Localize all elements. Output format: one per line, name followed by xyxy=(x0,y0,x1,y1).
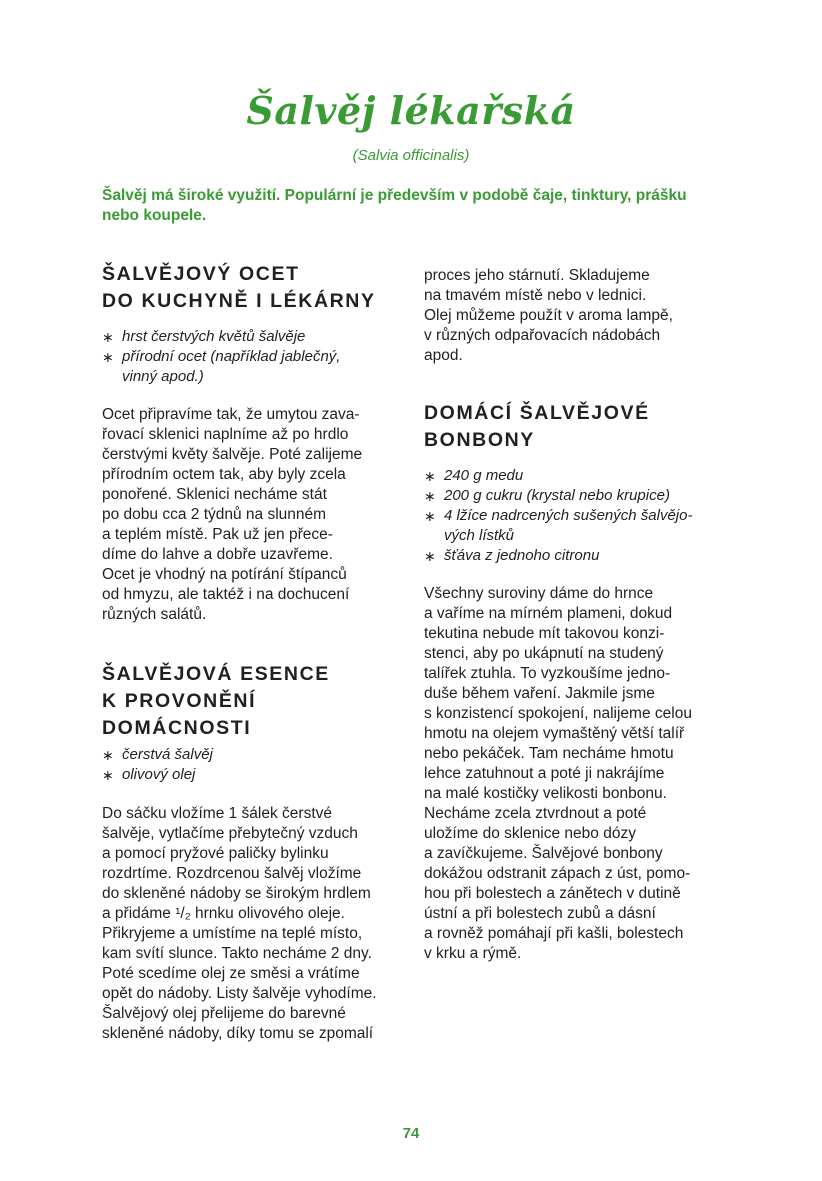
paragraph-line: a přidáme ¹/₂ hrnku olivového oleje. xyxy=(102,905,345,922)
ingredient-text: 4 lžíce nadrcených sušených šalvějo- xyxy=(444,507,693,524)
bullet-asterisk-icon: ∗ xyxy=(424,468,436,484)
paragraph-line: Poté scedíme olej ze směsi a vrátíme xyxy=(102,965,360,982)
ingredient-text: hrst čerstvých květů šalvěje xyxy=(122,328,306,345)
page-number: 74 xyxy=(402,1125,420,1142)
ingredient-text: přírodní ocet (například jablečný, xyxy=(122,348,341,365)
paragraph-line: na malé kostičky velikosti bonbonu. xyxy=(424,785,667,802)
paragraph-line: dokážou odstranit zápach z úst, pomo- xyxy=(424,865,691,882)
ingredient-item xyxy=(102,347,340,387)
ingredient-text: vinný apod.) xyxy=(122,368,204,385)
ingredient-text: šťáva z jednoho citronu xyxy=(444,547,600,564)
paragraph-line: a rovněž pomáhají při kašli, bolestech xyxy=(424,925,684,942)
paragraph-essence-continued xyxy=(424,266,673,366)
paragraph-line: Ocet připravíme tak, že umytou zava- xyxy=(102,406,360,423)
section-heading-vinegar xyxy=(102,261,376,315)
paragraph-line: apod. xyxy=(424,347,463,364)
ingredient-text: čerstvá šalvěj xyxy=(122,746,213,763)
heading-line: K PROVONĚNÍ xyxy=(102,690,257,712)
intro-line: nebo koupele. xyxy=(102,207,207,224)
ingredient-text: olivový olej xyxy=(122,766,196,783)
intro-line: Šalvěj má široké využití. Populární je především v podobě čaje, tinktury, prášku xyxy=(102,187,687,204)
paragraph-line: kam svítí slunce. Takto necháme 2 dny. xyxy=(102,945,372,962)
heading-line: DOMÁCÍ ŠALVĚJOVÉ xyxy=(424,402,650,424)
paragraph-line: Olej můžeme použít v aroma lampě, xyxy=(424,307,673,324)
paragraph-line: uložíme do sklenice nebo dózy xyxy=(424,825,636,842)
section-heading-essence xyxy=(102,661,330,742)
bullet-asterisk-icon: ∗ xyxy=(424,548,436,564)
paragraph-vinegar xyxy=(102,405,362,625)
paragraph-line: přírodním octem tak, aby byly zcela xyxy=(102,466,346,483)
heading-line: DO KUCHYNĚ I LÉKÁRNY xyxy=(102,290,376,312)
paragraph-line: proces jeho stárnutí. Skladujeme xyxy=(424,267,650,284)
ingredient-item xyxy=(424,486,692,506)
bullet-asterisk-icon: ∗ xyxy=(102,349,114,365)
heading-line: BONBONY xyxy=(424,429,535,451)
paragraph-line: duše během vaření. Jakmile jsme xyxy=(424,685,655,702)
paragraph-line: v krku a rýmě. xyxy=(424,945,522,962)
ingredient-item xyxy=(102,327,340,347)
paragraph-line: a pomocí pryžové paličky bylinku xyxy=(102,845,329,862)
paragraph-line: Všechny suroviny dáme do hrnce xyxy=(424,585,654,602)
ingredient-item xyxy=(424,546,692,566)
paragraph-line: Necháme zcela ztvrdnout a poté xyxy=(424,805,647,822)
ingredient-list-candies xyxy=(424,466,692,566)
paragraph-line: skleněné nádoby, díky tomu se zpomalí xyxy=(102,1025,374,1042)
page-title: Šalvěj lékařská xyxy=(246,88,576,133)
latin-name: (Salvia officinalis) xyxy=(352,147,470,164)
paragraph-line: v různých odpařovacích nádobách xyxy=(424,327,661,344)
heading-line: ŠALVĚJOVÝ OCET xyxy=(102,263,300,285)
paragraph-line: do skleněné nádoby se širokým hrdlem xyxy=(102,885,371,902)
bullet-asterisk-icon: ∗ xyxy=(102,767,114,783)
ingredient-item xyxy=(102,745,213,765)
paragraph-line: a vaříme na mírném plameni, dokud xyxy=(424,605,673,622)
paragraph-line: rozdrtíme. Rozdrcenou šalvěj vložíme xyxy=(102,865,362,882)
bullet-asterisk-icon: ∗ xyxy=(102,329,114,345)
paragraph-line: po dobu cca 2 týdnů na slunném xyxy=(102,506,327,523)
paragraph-line: hou při bolestech a zánětech v dutině xyxy=(424,885,681,902)
paragraph-line: od hmyzu, ale taktéž i na dochucení xyxy=(102,586,350,603)
paragraph-line: a zavíčkujeme. Šalvějové bonbony xyxy=(424,845,663,862)
paragraph-line: šalvěje, vytlačíme přebytečný vzduch xyxy=(102,825,358,842)
ingredient-item xyxy=(424,466,692,486)
paragraph-line: a teplém místě. Pak už jen přece- xyxy=(102,526,333,543)
paragraph-line: díme do lahve a dobře uzavřeme. xyxy=(102,546,333,563)
paragraph-line: Do sáčku vložíme 1 šálek čerstvé xyxy=(102,805,333,822)
paragraph-line: Šalvějový olej přelijeme do barevné xyxy=(102,1005,346,1022)
section-heading-candies xyxy=(424,400,650,454)
bullet-asterisk-icon: ∗ xyxy=(424,488,436,504)
paragraph-line: řovací sklenici naplníme až po hrdlo xyxy=(102,426,349,443)
paragraph-line: lehce zatuhnout a poté ji nakrájíme xyxy=(424,765,665,782)
paragraph-line: tekutina nebude mít takovou konzi- xyxy=(424,625,665,642)
paragraph-line: stenci, aby po ukápnutí na studený xyxy=(424,645,664,662)
intro-text xyxy=(102,186,742,226)
ingredient-list-vinegar xyxy=(102,327,340,387)
ingredient-text: 240 g medu xyxy=(444,467,524,484)
ingredient-item xyxy=(102,765,213,785)
ingredient-item xyxy=(424,506,692,546)
paragraph-line: Ocet je vhodný na potírání štípanců xyxy=(102,566,347,583)
ingredient-text: vých lístků xyxy=(444,527,515,544)
ingredient-text: 200 g cukru (krystal nebo krupice) xyxy=(444,487,670,504)
paragraph-essence xyxy=(102,804,377,1044)
paragraph-line: Přikryjeme a umístíme na teplé místo, xyxy=(102,925,363,942)
paragraph-line: čerstvými květy šalvěje. Poté zalijeme xyxy=(102,446,363,463)
heading-line: DOMÁCNOSTI xyxy=(102,717,252,739)
paragraph-line: talířek ztuhla. To vyzkoušíme jedno- xyxy=(424,665,671,682)
paragraph-line: ústní a při bolestech zubů a dásní xyxy=(424,905,656,922)
heading-line: ŠALVĚJOVÁ ESENCE xyxy=(102,663,330,685)
paragraph-line: hmotu na olejem vymaštěný větší talíř xyxy=(424,725,685,742)
paragraph-line: s konzistencí spokojení, nalijeme celou xyxy=(424,705,692,722)
paragraph-line: na tmavém místě nebo v lednici. xyxy=(424,287,647,304)
ingredient-list-essence xyxy=(102,745,213,785)
bullet-asterisk-icon: ∗ xyxy=(102,747,114,763)
paragraph-line: opět do nádoby. Listy šalvěje vyhodíme. xyxy=(102,985,377,1002)
paragraph-line: různých salátů. xyxy=(102,606,207,623)
paragraph-line: nebo pekáček. Tam necháme hmotu xyxy=(424,745,674,762)
bullet-asterisk-icon: ∗ xyxy=(424,508,436,524)
paragraph-candies xyxy=(424,584,692,964)
paragraph-line: ponořené. Sklenici necháme stát xyxy=(102,486,327,503)
